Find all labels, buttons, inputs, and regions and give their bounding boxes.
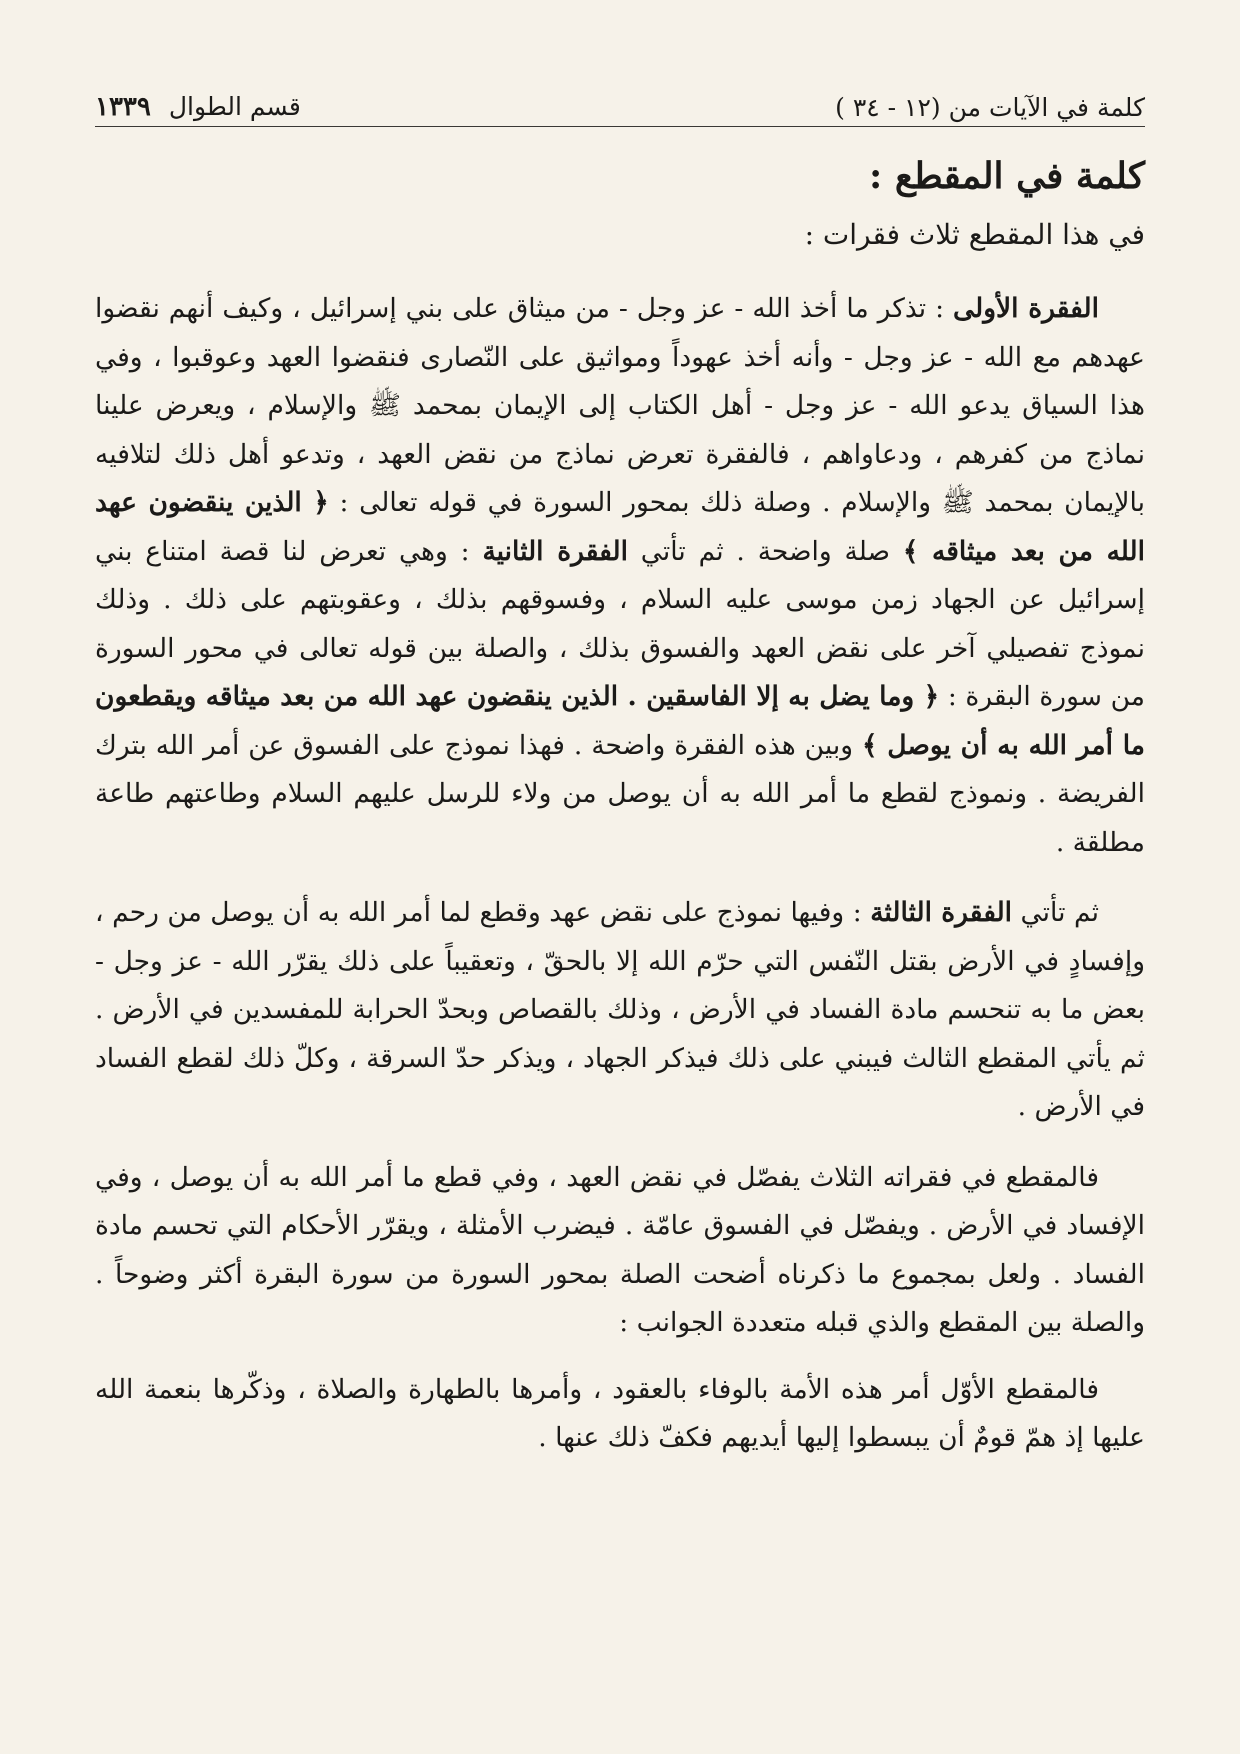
label-first-part: الفقرة الأولى: [953, 293, 1099, 324]
p2-text-1: ثم تأتي: [1012, 897, 1099, 928]
header-chapter-title: كلمة في الآيات من (١٢ - ٣٤ ): [835, 93, 1145, 122]
paragraph-first-section-link: فالمقطع الأوّل أمر هذه الأمة بالوفاء بالعقود ، وأمرها بالطهارة والصلاة ، وذكّرها بنعمة الله عليها إذ همّ قومٌ أن يبسطوا إليها أيديهم فكفّ ذلك عنها .: [95, 1373, 1145, 1453]
p1-text-2: صلة واضحة . ثم تأتي: [627, 535, 903, 567]
label-third-part: الفقرة الثالثة: [870, 897, 1013, 928]
p1-text-4: وبين هذه الفقرة واضحة . فهذا نموذج على الفسوق عن أمر الله بترك الفريضة . ونموذج لقطع ما أمر الله به أن يوصل من ولاء للرسل عليهم السلام وطاعتهم طاعة مطلقة .: [95, 729, 1145, 858]
running-header: [95, 70, 1145, 127]
paragraph-third-part: [95, 889, 1145, 1132]
header-right: [835, 93, 1145, 122]
p1-text-3: : وهي تعرض لنا قصة امتناع بني إسرائيل عن الجهاد زمن موسى عليه السلام ، وفسوقهم بذلك ، وعقوبتهم على ذلك . وذلك نموذج تفصيلي آخر على نقض العهد والفسوق بذلك ، والصلة بين قوله تعالى في محور السورة من سورة البقرة :: [95, 535, 1145, 712]
quran-quote-2: ﴿ وما يضل به إلا الفاسقين . الذين ينقضون عهد الله من بعد ميثاقه ويقطعون ما أمر الله به أن يوصل ﴾: [95, 681, 1145, 761]
label-second-part: الفقرة الثانية: [482, 535, 628, 567]
p2-text-2: : وفيها نموذج على نقض عهد وقطع لما أمر الله به أن يوصل من رحم ، وإفسادٍ في الأرض بقتل النّفس التي حرّم الله إلا بالحقّ ، وتعقيباً على ذلك يقرّر الله - عز وجل - بعض ما به تنحسم مادة الفساد في الأرض ، وذلك بالقصاص وبحدّ الحرابة للمفسدين في الأرض . ثم يأتي المقطع الثالث فيبني على ذلك فيذكر الجهاد ، ويذكر حدّ السرقة ، وكلّ ذلك لقطع الفساد في الأرض .: [95, 897, 1145, 1122]
quran-quote-1: ﴿ الذين ينقضون عهد الله من بعد ميثاقه ﴾: [95, 487, 1145, 567]
paragraph-summary: فالمقطع في فقراته الثلاث يفصّل في نقض العهد ، وفي قطع ما أمر الله به أن يوصل ، وفي الإفساد في الأرض . ويفصّل في الفسوق عامّة . فيضرب الأمثلة ، ويقرّر الأحكام التي تحسم مادة الفساد . ولعل بمجموع ما ذكرناه أضحت الصلة بمحور السورة من سورة البقرة أكثر وضوحاً . والصلة بين المقطع والذي قبله متعددة الجوانب :: [95, 1161, 1145, 1338]
header-section-name: قسم الطوال: [168, 92, 301, 121]
intro-line: في هذا المقطع ثلاث فقرات :: [804, 218, 1145, 251]
page-number: ١٣٣٩: [95, 92, 151, 122]
paragraph-first-and-second-part: [95, 285, 1145, 867]
section-title: كلمة في المقطع :: [869, 155, 1145, 197]
p1-text-1: : تذكر ما أخذ الله - عز وجل - من ميثاق على بني إسرائيل ، وكيف أنهم نقضوا عهدهم مع الله - عز وجل - وأنه أخذ عهوداً ومواثيق على النّصارى فنقضوا العهد وعوقبوا ، وفي هذا السياق يدعو الله - عز وجل - أهل الكتاب إلى الإيمان بمحمد ﷺ والإسلام ، ويعرض علينا نماذج من كفرهم ، ودعاواهم ، فالفقرة تعرض نماذج من نقض العهد ، وتدعو أهل ذلك لتلافيه بالإيمان بمحمد ﷺ والإسلام . وصلة ذلك بمحور السورة في قوله تعالى :: [95, 293, 1145, 518]
header-left: [95, 92, 301, 122]
